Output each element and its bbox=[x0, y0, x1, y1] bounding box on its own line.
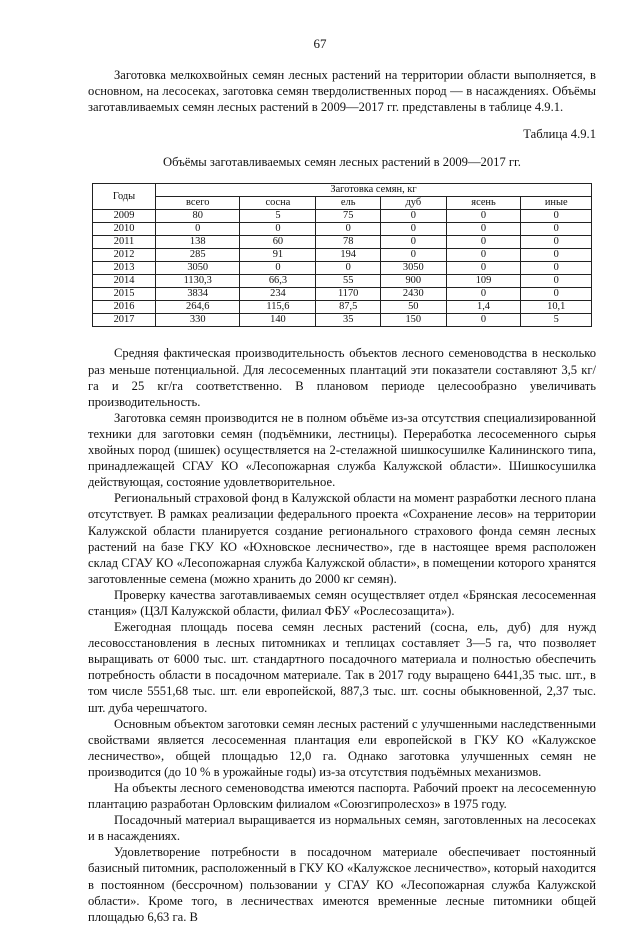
paragraph-equipment: Заготовка семян производится не в полном объёме из-за отсутствия специализированной техники для заготовки семян (подъёмники, лестницы). Переработка лесосеменного сырья хвойных пород (шишек) осуществляется на 2-стелажной шишкосушилке Калининского типа, принадлежащей СГАУ КО «Лесопожарная служба Калужской области». Шишкосушилка действующая, состояние удовлетворительное. bbox=[88, 410, 596, 490]
paragraph-productivity: Средняя фактическая производительность объектов лесного семеноводства в несколько раз меньше потенциальной. Для лесосеменных плантаций эти показатели составляют 3,5 кг/га и 25 кг/га соответственно. В плановом периоде целесообразно увеличивать производительность. bbox=[88, 346, 596, 409]
table-cell: 109 bbox=[446, 275, 521, 288]
column-header-spruce: ель bbox=[316, 197, 381, 210]
table-cell-year: 2009 bbox=[93, 210, 156, 223]
table-cell: 75 bbox=[316, 210, 381, 223]
table-cell: 0 bbox=[381, 236, 447, 249]
table-cell: 55 bbox=[316, 275, 381, 288]
table-cell-year: 2010 bbox=[93, 223, 156, 236]
table-row bbox=[93, 210, 592, 223]
column-header-oak: дуб bbox=[381, 197, 447, 210]
table-cell: 80 bbox=[156, 210, 240, 223]
table-title: Объёмы заготавливаемых семян лесных растений в 2009—2017 гг. bbox=[163, 155, 521, 170]
column-group-header: Заготовка семян, кг bbox=[156, 184, 592, 197]
table-cell: 0 bbox=[381, 249, 447, 262]
table-cell: 0 bbox=[446, 249, 521, 262]
table-cell-year: 2013 bbox=[93, 262, 156, 275]
table-cell-year: 2015 bbox=[93, 288, 156, 301]
table-cell: 3050 bbox=[156, 262, 240, 275]
table-cell: 0 bbox=[521, 210, 592, 223]
table-cell: 140 bbox=[240, 314, 316, 327]
table-cell: 1130,3 bbox=[156, 275, 240, 288]
paragraph-seed-plantation: Основным объектом заготовки семян лесных растений с улучшенными наследственными свойствами является лесосеменная плантация ели европейской в ГКУ КО «Калужское лесничество», общей площадью 12,0 га. Однако заготовка улучшенных семян не производится (до 10 % в урожайные годы) из-за отсутствия подъёмных механизмов. bbox=[88, 716, 596, 779]
table-cell: 138 bbox=[156, 236, 240, 249]
table-cell: 0 bbox=[446, 288, 521, 301]
table-cell: 330 bbox=[156, 314, 240, 327]
table-cell-year: 2014 bbox=[93, 275, 156, 288]
table-cell: 0 bbox=[156, 223, 240, 236]
table-body bbox=[93, 210, 592, 327]
paragraph-insurance-fund: Региональный страховой фонд в Калужской области на момент разработки лесного плана отсутствует. В рамках реализации федерального проекта «Сохранение лесов» на территории Калужской области планируется создание регионального страхового фонда семян лесных растений на базе ГКУ КО «Юхновское лесничество», где в настоящее время расположен склад СГАУ КО «Лесопожарная служба Калужской области», в помещении которого хранятся заготовленные семена (можно хранить до 2000 кг семян). bbox=[88, 491, 596, 586]
seed-harvest-table bbox=[92, 183, 592, 327]
table-cell: 0 bbox=[521, 236, 592, 249]
table-cell: 0 bbox=[381, 210, 447, 223]
table-cell: 0 bbox=[240, 262, 316, 275]
table-cell-year: 2011 bbox=[93, 236, 156, 249]
table-cell: 1170 bbox=[316, 288, 381, 301]
table-cell: 264,6 bbox=[156, 301, 240, 314]
table-cell: 900 bbox=[381, 275, 447, 288]
table-cell: 0 bbox=[240, 223, 316, 236]
table-cell: 5 bbox=[240, 210, 316, 223]
table-cell: 2430 bbox=[381, 288, 447, 301]
table-cell: 0 bbox=[446, 314, 521, 327]
table-row bbox=[93, 288, 592, 301]
table-row bbox=[93, 249, 592, 262]
table-cell: 285 bbox=[156, 249, 240, 262]
table-cell: 50 bbox=[381, 301, 447, 314]
table-cell: 91 bbox=[240, 249, 316, 262]
table-cell: 3050 bbox=[381, 262, 447, 275]
table-row bbox=[93, 275, 592, 288]
table-cell: 0 bbox=[446, 236, 521, 249]
table-cell: 0 bbox=[316, 223, 381, 236]
paragraph-sowing-area: Ежегодная площадь посева семян лесных растений (сосна, ель, дуб) для нужд лесовосстановления в лесных питомниках и теплицах составляет 3—5 га, что позволяет выращивать от 6000 тыс. шт. стандартного посадочного материала и полностью обеспечить потребность области в посадочном материале. Так в 2017 году выращено 6441,35 тыс. шт., в том числе 5551,68 тыс. шт. ели европейской, 887,3 тыс. шт. сосны обыкновенной, 2,37 тыс. шт. дуба черешчатого. bbox=[88, 620, 596, 715]
table-cell: 35 bbox=[316, 314, 381, 327]
paragraph-intro: Заготовка мелкохвойных семян лесных растений на территории области выполняется, в основном, на лесосеках, заготовка семян твердолиственных пород — в насаждениях. Объёмы заготавливаемых семян лесных растений в 2009—2017 гг. представлены в таблице 4.9.1. bbox=[88, 68, 596, 115]
table-cell: 194 bbox=[316, 249, 381, 262]
table-cell: 0 bbox=[446, 223, 521, 236]
table-cell: 234 bbox=[240, 288, 316, 301]
table-cell: 150 bbox=[381, 314, 447, 327]
table-cell: 0 bbox=[521, 275, 592, 288]
column-header-total: всего bbox=[156, 197, 240, 210]
column-header-years: Годы bbox=[93, 184, 156, 210]
table-cell: 87,5 bbox=[316, 301, 381, 314]
paragraph-planting-material: Посадочный материал выращивается из нормальных семян, заготовленных на лесосеках и в насаждениях. bbox=[88, 813, 596, 844]
table-cell-year: 2016 bbox=[93, 301, 156, 314]
table-cell: 60 bbox=[240, 236, 316, 249]
table-cell: 115,6 bbox=[240, 301, 316, 314]
table-cell: 0 bbox=[521, 262, 592, 275]
table-cell: 0 bbox=[521, 249, 592, 262]
table-row bbox=[93, 236, 592, 249]
table-cell: 66,3 bbox=[240, 275, 316, 288]
table-cell: 0 bbox=[381, 223, 447, 236]
paragraph-nursery: Удовлетворение потребности в посадочном материале обеспечивает постоянный базисный питомник, расположенный в ГКУ КО «Калужское лесничество», который находится в постоянном (бессрочном) пользовании у СГАУ КО «Лесопожарная служба Калужской области». Кроме того, в лесничествах имеются временные лесные питомники общей площадью 6,63 га. В bbox=[88, 845, 596, 924]
page-content bbox=[88, 67, 596, 925]
table-row bbox=[93, 314, 592, 327]
table-cell: 10,1 bbox=[521, 301, 592, 314]
table-cell-year: 2012 bbox=[93, 249, 156, 262]
table-cell: 0 bbox=[446, 210, 521, 223]
table-cell-year: 2017 bbox=[93, 314, 156, 327]
table-cell: 0 bbox=[446, 262, 521, 275]
table-cell: 78 bbox=[316, 236, 381, 249]
table-row bbox=[93, 223, 592, 236]
table-cell: 5 bbox=[521, 314, 592, 327]
table-cell: 0 bbox=[521, 288, 592, 301]
paragraph-passports: На объекты лесного семеноводства имеются паспорта. Рабочий проект на лесосеменную плантацию разработан Орловским филиалом «Союзгипролесхоз» в 1975 году. bbox=[88, 781, 596, 812]
page-number: 67 bbox=[313, 36, 327, 51]
table-row bbox=[93, 301, 592, 314]
table-subheader-row bbox=[93, 197, 592, 210]
table-cell: 3834 bbox=[156, 288, 240, 301]
table-label: Таблица 4.9.1 bbox=[523, 127, 596, 142]
table-cell: 1,4 bbox=[446, 301, 521, 314]
paragraph-quality-check: Проверку качества заготавливаемых семян осуществляет отдел «Брянская лесосеменная станция» (ЦЗЛ Калужской области, филиал ФБУ «Рослесозащита»). bbox=[88, 587, 596, 618]
column-header-ash: ясень bbox=[446, 197, 521, 210]
table-cell: 0 bbox=[521, 223, 592, 236]
table-row bbox=[93, 262, 592, 275]
column-header-pine: сосна bbox=[240, 197, 316, 210]
table-cell: 0 bbox=[316, 262, 381, 275]
table-header-row bbox=[93, 184, 592, 197]
column-header-other: иные bbox=[521, 197, 592, 210]
